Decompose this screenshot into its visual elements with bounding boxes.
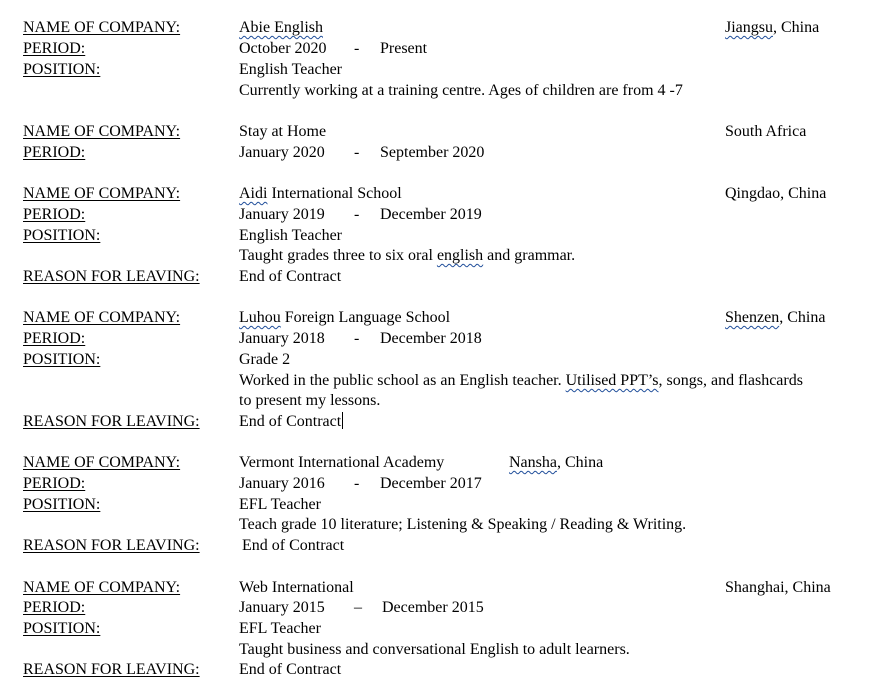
period-separator: -: [354, 330, 360, 347]
reason-row: [0, 535, 895, 556]
description-text: Currently working at a training centre. Ages of children are from 4 -7: [239, 82, 683, 99]
period-label: PERIOD:: [23, 144, 86, 161]
company-name: Stay at Home: [239, 123, 327, 140]
period-separator: –: [354, 599, 362, 616]
reason-row: [0, 411, 895, 432]
period-row: [0, 204, 895, 225]
position-value: Grade 2: [239, 351, 291, 368]
reason-value[interactable]: End of Contract: [239, 413, 342, 430]
period-separator: -: [354, 40, 360, 57]
company-name: Aidi International School: [239, 185, 402, 202]
company-location: Shenzen, China: [725, 309, 826, 326]
period-row: [0, 142, 895, 163]
spellcheck-word: Aidi: [239, 185, 268, 202]
company-name: Luhou Foreign Language School: [239, 309, 451, 326]
description-line: [0, 80, 895, 101]
period-end: December 2018: [380, 330, 482, 347]
company-row: [0, 577, 895, 598]
reason-value: End of Contract: [242, 537, 345, 554]
company-location: Jiangsu, China: [725, 19, 820, 36]
company-location: Shanghai, China: [725, 579, 831, 596]
period-end: December 2017: [380, 475, 482, 492]
position-value: EFL Teacher: [239, 620, 321, 637]
spellcheck-word: Shenzen: [725, 309, 780, 326]
period-label: PERIOD:: [23, 599, 86, 616]
period-label: PERIOD:: [23, 475, 86, 492]
position-row: [0, 494, 895, 515]
period-separator: -: [354, 206, 360, 223]
period-start: January 2019: [239, 206, 325, 223]
position-row: [0, 225, 895, 246]
company-row: [0, 307, 895, 328]
period-label: PERIOD:: [23, 40, 86, 57]
description-text: Taught business and conversational English to adult learners.: [239, 641, 630, 658]
period-end: December 2019: [380, 206, 482, 223]
period-separator: -: [354, 144, 360, 161]
period-start: January 2020: [239, 144, 325, 161]
description-line: [0, 514, 895, 535]
reason-label: REASON FOR LEAVING:: [23, 413, 200, 430]
company-location: Nansha, China: [509, 454, 604, 471]
company-name: Web International: [239, 579, 354, 596]
reason-value: End of Contract: [239, 661, 342, 678]
reason-row: [0, 266, 895, 287]
company-name: Vermont International Academy: [239, 454, 445, 471]
position-label: POSITION:: [23, 620, 101, 637]
period-start: January 2015: [239, 599, 325, 616]
period-separator: -: [354, 475, 360, 492]
company-row: [0, 17, 895, 38]
company-label: NAME OF COMPANY:: [23, 309, 181, 326]
company-name: Abie English: [239, 19, 323, 36]
company-label: NAME OF COMPANY:: [23, 19, 181, 36]
period-end: Present: [380, 40, 428, 57]
company-row: [0, 452, 895, 473]
position-row: [0, 59, 895, 80]
company-location: South Africa: [725, 123, 807, 140]
position-value: EFL Teacher: [239, 496, 321, 513]
position-row: [0, 618, 895, 639]
period-row: [0, 38, 895, 59]
spellcheck-word: english: [436, 247, 484, 264]
description-text: to present my lessons.: [239, 392, 381, 409]
reason-label: REASON FOR LEAVING:: [23, 268, 200, 285]
position-label: POSITION:: [23, 496, 101, 513]
position-label: POSITION:: [23, 61, 101, 78]
period-start: January 2016: [239, 475, 325, 492]
description-line: [0, 390, 895, 411]
description-text: Teach grade 10 literature; Listening & Speaking / Reading & Writing.: [239, 516, 687, 533]
spellcheck-word: Luhou: [239, 309, 281, 326]
position-value: English Teacher: [239, 227, 342, 244]
period-end: September 2020: [380, 144, 485, 161]
period-start: January 2018: [239, 330, 325, 347]
period-start: October 2020: [239, 40, 327, 57]
company-row: [0, 121, 895, 142]
company-label: NAME OF COMPANY:: [23, 185, 181, 202]
period-label: PERIOD:: [23, 206, 86, 223]
spellcheck-word: Nansha: [509, 454, 557, 471]
description-line: [0, 370, 895, 391]
description-line: [0, 245, 895, 266]
description-text: Taught grades three to six oral english and grammar.: [239, 247, 576, 264]
position-value: English Teacher: [239, 61, 342, 78]
text-cursor: [342, 412, 343, 429]
period-row: [0, 328, 895, 349]
period-label: PERIOD:: [23, 330, 86, 347]
description-text: Worked in the public school as an English teacher. Utilised PPT’s, songs, and flashcards: [239, 372, 803, 389]
period-end: December 2015: [382, 599, 484, 616]
company-label: NAME OF COMPANY:: [23, 454, 181, 471]
period-row: [0, 597, 895, 618]
reason-row: [0, 659, 895, 680]
company-label: NAME OF COMPANY:: [23, 123, 181, 140]
reason-label: REASON FOR LEAVING:: [23, 661, 200, 678]
company-location: Qingdao, China: [725, 185, 827, 202]
period-row: [0, 473, 895, 494]
position-label: POSITION:: [23, 351, 101, 368]
position-label: POSITION:: [23, 227, 101, 244]
reason-label: REASON FOR LEAVING:: [23, 537, 200, 554]
company-label: NAME OF COMPANY:: [23, 579, 181, 596]
description-line: [0, 639, 895, 660]
reason-value: End of Contract: [239, 268, 342, 285]
spellcheck-phrase: Utilised PPT’s: [565, 372, 659, 389]
company-row: [0, 183, 895, 204]
spellcheck-word: Jiangsu: [725, 19, 773, 36]
position-row: [0, 349, 895, 370]
